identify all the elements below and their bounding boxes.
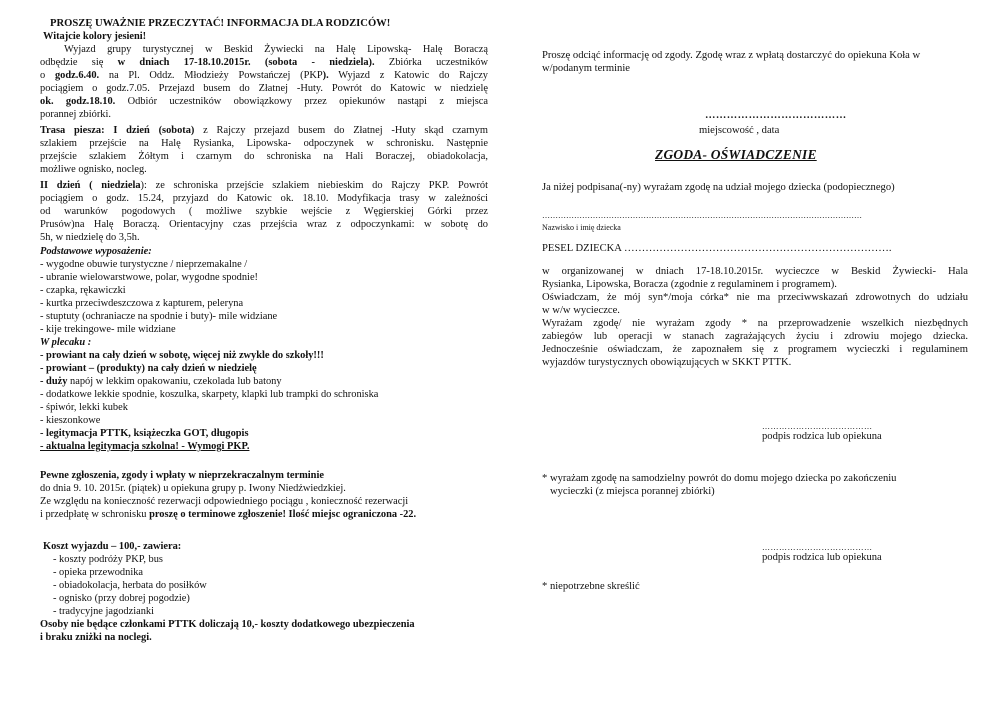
backpack-item: - prowiant – (produkty) na cały dzień w niedzielę xyxy=(40,363,257,374)
intro-line: Wyjazd grupy turystycznej w Beskid Żywiecki na Halę Lipowską- Halę Boraczą xyxy=(64,44,488,55)
consent-body-line: zabiegów lub operacji w stanach zagrażających życiu i zdrowiu mojego dziecka. xyxy=(542,331,968,342)
child-name-line: ………………………………………………………………………………………………………… xyxy=(542,211,862,220)
page-title: PROSZĘ UWAŻNIE PRZECZYTAĆ! INFORMACJA DLA RODZICÓW! xyxy=(50,18,391,29)
equipment-item: - kurtka przeciwdeszczowa z kapturem, peleryna xyxy=(40,298,244,309)
signature-label: podpis rodzica lub opiekuna xyxy=(762,431,882,442)
route-line: przejście szlakiem Żółtym i czarnym do schroniska na Hali Boraczej, obiadokolacja, xyxy=(40,151,488,162)
route-line: od warunków pogodowych ( możliwe szybkie wejście z Węgierskiej Górki przez xyxy=(40,206,488,217)
backpack-heading: W plecaku : xyxy=(40,337,92,348)
consent-body-line: Oświadczam, że mój syn*/moja córka* nie ma przeciwwskazań zdrowotnych do udziału xyxy=(542,292,968,303)
backpack-item: - prowiant na cały dzień w sobotę, więcej niż zwykle do szkoły!!! xyxy=(40,350,324,361)
footnote: * niepotrzebne skreślić xyxy=(542,581,640,592)
pesel-field: PESEL DZIECKA …………………………………………………………………. xyxy=(542,243,892,254)
backpack-item: - dodatkowe lekkie spodnie, koszulka, skarpety, klapki lub trampki do schroniska xyxy=(40,389,379,400)
registration-line: Ze względu na konieczność rezerwacji odpowiedniego pociągu , konieczność rezerwacji xyxy=(40,496,409,507)
child-name-label: Nazwisko i imię dziecka xyxy=(542,223,621,232)
equipment-item: - wygodne obuwie turystyczne / nieprzemakalne / xyxy=(40,259,248,270)
consent-body-line: Rysianka, Lipowska, Boracza (zgodnie z regulaminem i programem). xyxy=(542,279,837,290)
route-line: Prusów)na Halę Boraczą. Orientacyjny czas przejścia wraz z odpoczynkami: w sobotę do xyxy=(40,219,488,230)
backpack-item: - aktualna legitymacja szkolna! - Wymogi PKP. xyxy=(40,441,250,452)
cost-item: - opieka przewodnika xyxy=(53,567,144,578)
equipment-item: - kije trekingowe- mile widziane xyxy=(40,324,176,335)
backpack-item: - kieszonkowe xyxy=(40,415,101,426)
equipment-item: - czapka, rękawiczki xyxy=(40,285,126,296)
cost-item: - tradycyjne jagodzianki xyxy=(53,606,154,617)
cut-instruction: w/podanym terminie xyxy=(542,63,630,74)
cost-item: - koszty podróży PKP, bus xyxy=(53,554,163,565)
route-line: II dzień ( niedziela): ze schroniska przejście szlakiem niebieskim do Rajczy PKP. Powrót xyxy=(40,180,488,191)
consent-statement: Ja niżej podpisana(-ny) wyrażam zgodę na udział mojego dziecka (podopiecznego) xyxy=(542,182,895,193)
consent-body-line: w w/w wycieczce. xyxy=(542,305,620,316)
intro-line: porannej zbiórki. xyxy=(40,109,111,120)
intro-line: ok. godz.18.10. Odbiór uczestników obowiązkowy przez opiekunów nastąpi z miejsca xyxy=(40,96,489,107)
intro-line: odbędzie się w dniach 17-18.10.2015r. (sobota - niedziela). Zbiórka uczestników xyxy=(40,57,489,68)
return-consent-line: wycieczki (z miejsca porannej zbiórki) xyxy=(542,486,715,497)
registration-line: do dnia 9. 10. 2015r. (piątek) u opiekuna grupy p. Iwony Niedźwiedzkiej. xyxy=(40,483,346,494)
registration-line: i przedpłatę w schronisku proszę o terminowe zgłoszenie! Ilość miejsc ograniczona -22. xyxy=(40,509,417,520)
place-date-line: ………………………………… xyxy=(705,110,847,121)
consent-body-line: Wyrażam zgodę/ nie wyrażam zgody * na przeprowadzenie wszelkich niezbędnych xyxy=(542,318,968,329)
form-title: ZGODA- OŚWIADCZENIE xyxy=(655,147,817,162)
intro-line: o godz.6.40. na Pl. Oddz. Młodzieży Powstańczej (PKP). Wyjazd z Katowic do Rajczy xyxy=(40,70,489,81)
cut-instruction: Proszę odciąć informację od zgody. Zgodę wraz z wpłatą dostarczyć do opiekuna Koła w xyxy=(542,50,921,61)
route-line: pociągiem o godz. 15.24, przyjazd do Katowic ok. 18.10. Modyfikacja trasy w zależności xyxy=(40,193,488,204)
registration-line: Pewne zgłoszenia, zgody i wpłaty w nieprzekraczalnym terminie xyxy=(40,470,324,481)
cost-item: - obiadokolacja, herbata do posiłków xyxy=(53,580,207,591)
backpack-item: - duży napój w lekkim opakowaniu, czekolada lub batony xyxy=(40,376,282,387)
consent-body-line: Jednocześnie oświadczam, że zapoznałem się z programem wycieczki i regulaminem xyxy=(542,344,968,355)
equipment-item: - ubranie wielowarstwowe, polar, wygodne spodnie! xyxy=(40,272,259,283)
cost-heading: Koszt wyjazdu – 100,- zawiera: xyxy=(43,541,182,552)
equipment-item: - stuptuty (ochraniacze na spodnie i buty)- mile widziane xyxy=(40,311,278,322)
signature-line: ………………………………… xyxy=(762,422,873,431)
place-date-label: miejscowość , data xyxy=(699,125,780,136)
return-consent-line: * wyrażam zgodę na samodzielny powrót do domu mojego dziecka po zakończeniu xyxy=(542,473,897,484)
cost-item: - ognisko (przy dobrej pogodzie) xyxy=(53,593,190,604)
route-line: szlakiem przejście na Halę Rysianka, Lipowska- odpoczynek w schronisku. Następnie xyxy=(40,138,488,149)
signature-label: podpis rodzica lub opiekuna xyxy=(762,552,882,563)
route-line: możliwe ognisko, nocleg. xyxy=(40,164,147,175)
backpack-item: - śpiwór, lekki kubek xyxy=(40,402,128,413)
intro-line: pociągiem o godz.7.05. Przejazd busem do Złatnej -Huty. Powrót do Katowic w niedzielę xyxy=(40,83,488,94)
consent-body-line: wyjazdów turystycznych obowiązujących w SKKT PTTK. xyxy=(542,357,792,368)
footer-note: i braku zniżki na noclegi. xyxy=(40,632,152,643)
backpack-item: - legitymacja PTTK, książeczka GOT, długopis xyxy=(40,428,249,439)
footer-note: Osoby nie będące członkami PTTK doliczają 10,- koszty dodatkowego ubezpieczenia xyxy=(40,619,415,630)
equipment-heading: Podstawowe wyposażenie: xyxy=(40,246,152,257)
route-line: Trasa piesza: I dzień (sobota) z Rajczy przejazd busem do Złatnej -Huty skąd czarnym xyxy=(40,125,488,136)
consent-body-line: w organizowanej w dniach 17-18.10.2015r. wycieczce w Beskid Żywiecki- Hala xyxy=(542,266,968,277)
route-line: 5h, w niedzielę do 3,5h. xyxy=(40,232,140,243)
greeting: Witajcie kolory jesieni! xyxy=(43,31,147,42)
signature-line: ………………………………… xyxy=(762,543,873,552)
